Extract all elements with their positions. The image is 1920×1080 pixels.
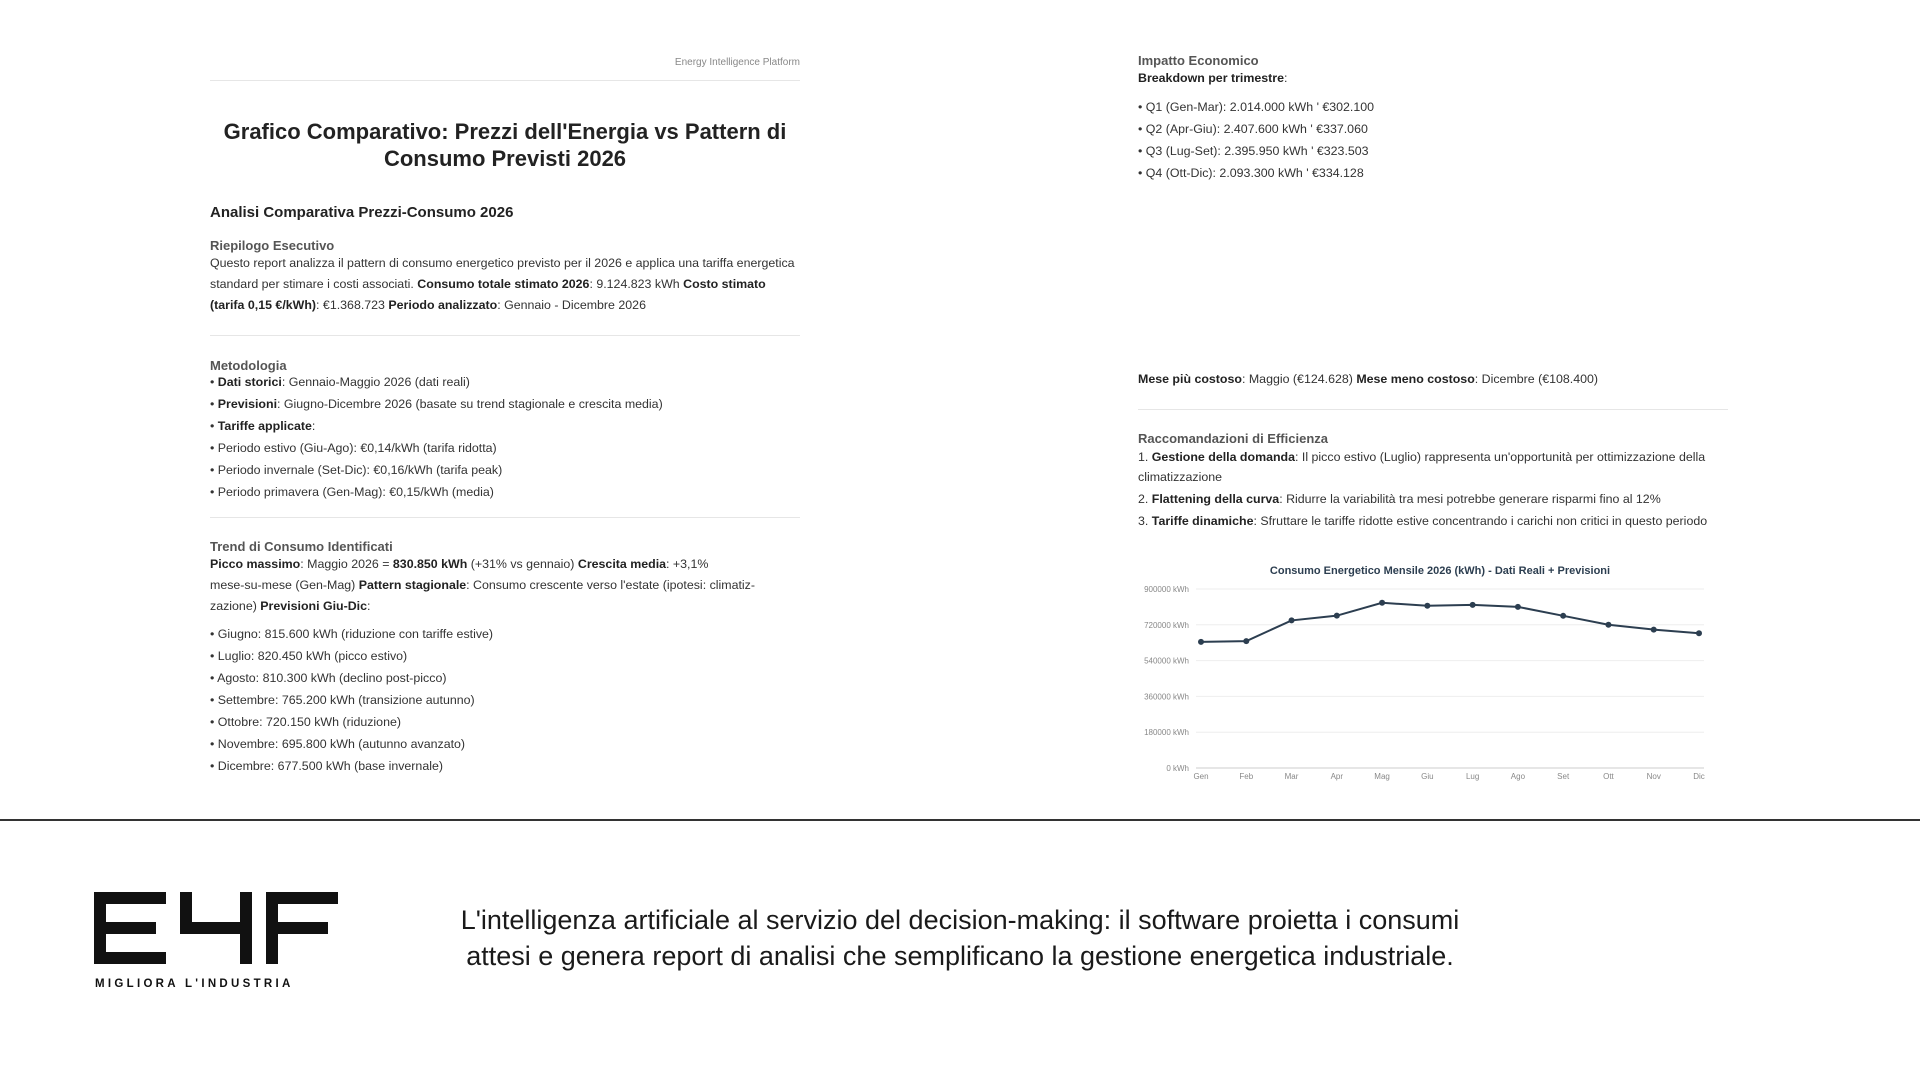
x-tick-label: Dic: [1693, 772, 1705, 781]
quarter-item: • Q3 (Lug-Set): 2.395.950 kWh ' €323.503: [1138, 144, 1369, 158]
consumption-chart: [1138, 556, 1708, 786]
data-point: [1515, 604, 1521, 610]
methodology-item: • Tariffe applicate:: [210, 419, 316, 433]
trend-growth: mese-su-mese (Gen-Mag) Pattern stagionale: Consumo crescente verso l'estate (ipotesi: climatiz-: [210, 578, 756, 592]
recommendation-item: climatizzazione: [1138, 470, 1223, 484]
e4f-logo: [94, 892, 339, 992]
data-point: [1605, 622, 1611, 628]
y-tick-label: 540000 kWh: [1144, 656, 1189, 666]
footer-caption: [380, 902, 1540, 974]
series-line: [1201, 603, 1699, 642]
trend-pattern: zazione) Previsioni Giu-Dic:: [210, 599, 371, 613]
y-tick-label: 360000 kWh: [1144, 692, 1189, 702]
data-point: [1198, 639, 1204, 645]
x-tick-label: Apr: [1330, 772, 1344, 781]
y-tick-label: 0 kWh: [1166, 764, 1189, 773]
month-cost-summary: Mese più costoso: Maggio (€124.628) Mese meno costoso: Dicembre (€108.400): [1138, 372, 1599, 386]
recommendation-item: 1. Gestione della domanda: Il picco estivo (Luglio) rappresenta un'opportunità per ottimizzazione della: [1138, 450, 1706, 464]
forecast-item: • Agosto: 810.300 kWh (declino post-picco): [210, 671, 447, 685]
platform-label: Energy Intelligence Platform: [674, 57, 800, 68]
y-tick-label: 180000 kWh: [1144, 728, 1189, 738]
forecast-item: • Dicembre: 677.500 kWh (base invernale): [210, 759, 443, 773]
y-tick-label: 900000 kWh: [1144, 585, 1189, 594]
forecast-item: • Ottobre: 720.150 kWh (riduzione): [210, 715, 401, 729]
forecast-item: • Novembre: 695.800 kWh (autunno avanzato): [210, 737, 466, 751]
section-title: Analisi Comparativa Prezzi-Consumo 2026: [210, 204, 514, 221]
logo-tagline: MIGLIORA L'INDUSTRIA: [95, 978, 294, 990]
x-tick-label: Set: [1557, 772, 1570, 781]
data-point: [1470, 602, 1476, 608]
quarter-item: • Q4 (Ott-Dic): 2.093.300 kWh ' €334.128: [1138, 166, 1364, 180]
methodology-item: • Periodo invernale (Set-Dic): €0,16/kWh (tarifa peak): [210, 463, 503, 477]
header-divider: [210, 80, 800, 81]
x-tick-label: Gen: [1193, 772, 1209, 781]
x-tick-label: Giu: [1421, 772, 1434, 781]
trend-peak: Picco massimo: Maggio 2026 = 830.850 kWh (+31% vs gennaio) Crescita media: +3,1%: [210, 557, 709, 571]
data-point: [1379, 600, 1385, 606]
impact-heading: Impatto Economico: [1138, 53, 1259, 68]
caption-line-1: L'intelligenza artificiale al servizio del decision-making: il software proietta i consumi: [460, 905, 1460, 935]
recommendation-item: 3. Tariffe dinamiche: Sfruttare le tariffe ridotte estive concentrando i carichi non critici in questo periodo: [1138, 514, 1708, 528]
y-tick-label: 720000 kWh: [1144, 620, 1189, 630]
breakdown-label: Breakdown per trimestre:: [1138, 71, 1288, 85]
recommendations-heading: Raccomandazioni di Efficienza: [1138, 431, 1328, 446]
e4f-logo-mark: [94, 892, 339, 972]
methodology-item: • Periodo estivo (Giu-Ago): €0,14/kWh (tarifa ridotta): [210, 441, 497, 455]
section-divider: [1138, 409, 1728, 410]
x-tick-label: Mar: [1284, 772, 1299, 781]
quarter-item: • Q1 (Gen-Mar): 2.014.000 kWh ' €302.100: [1138, 100, 1375, 114]
methodology-item: • Periodo primavera (Gen-Mag): €0,15/kWh (media): [210, 485, 494, 499]
footer-divider: [0, 819, 1920, 821]
data-point: [1560, 613, 1566, 619]
methodology-item: • Dati storici: Gennaio-Maggio 2026 (dati reali): [210, 375, 470, 389]
consumption-line-chart: [1138, 556, 1708, 786]
section-divider: [210, 517, 800, 518]
forecast-item: • Luglio: 820.450 kWh (picco estivo): [210, 649, 408, 663]
x-tick-label: Ago: [1510, 772, 1526, 781]
data-point: [1696, 630, 1702, 636]
quarter-item: • Q2 (Apr-Giu): 2.407.600 kWh ' €337.060: [1138, 122, 1368, 136]
forecast-item: • Settembre: 765.200 kWh (transizione autunno): [210, 693, 475, 707]
chart-title: Consumo Energetico Mensile 2026 (kWh) - Dati Reali + Previsioni: [1269, 565, 1611, 577]
methodology-heading: Metodologia: [210, 358, 287, 373]
report-title: Grafico Comparativo: Prezzi dell'Energia vs Pattern di Consumo Previsti 2026: [223, 119, 787, 171]
data-point: [1334, 613, 1340, 619]
summary-heading: Riepilogo Esecutivo: [210, 238, 335, 253]
data-point: [1243, 638, 1249, 644]
data-point: [1424, 603, 1430, 609]
data-point: [1651, 627, 1657, 633]
data-point: [1289, 617, 1295, 623]
trends-heading: Trend di Consumo Identificati: [210, 539, 393, 554]
summary-text: Questo report analizza il pattern di consumo energetico previsto per il 2026 e applica una tariffa energetica standard per stimare i costi associati. Consumo totale stimato 2026: 9.124.823 kWh Costo stimato (tarifa 0,15 €/kWh): €1.368.723 Periodo analizzato: Gennaio - Dicembre 2026: [210, 256, 795, 312]
x-tick-label: Ott: [1603, 772, 1614, 781]
recommendation-item: 2. Flattening della curva: Ridurre la variabilità tra mesi potrebbe generare risparmi fino al 12%: [1138, 492, 1661, 506]
caption-line-2: attesi e genera report di analisi che semplificano la gestione energetica industriale.: [466, 941, 1454, 971]
section-divider: [210, 335, 800, 336]
forecast-item: • Giugno: 815.600 kWh (riduzione con tariffe estive): [210, 627, 494, 641]
x-tick-label: Nov: [1646, 772, 1661, 781]
x-tick-label: Mag: [1374, 772, 1390, 781]
x-tick-label: Lug: [1465, 772, 1480, 781]
methodology-item: • Previsioni: Giugno-Dicembre 2026 (basate su trend stagionale e crescita media): [210, 397, 663, 411]
x-tick-label: Feb: [1239, 772, 1254, 781]
